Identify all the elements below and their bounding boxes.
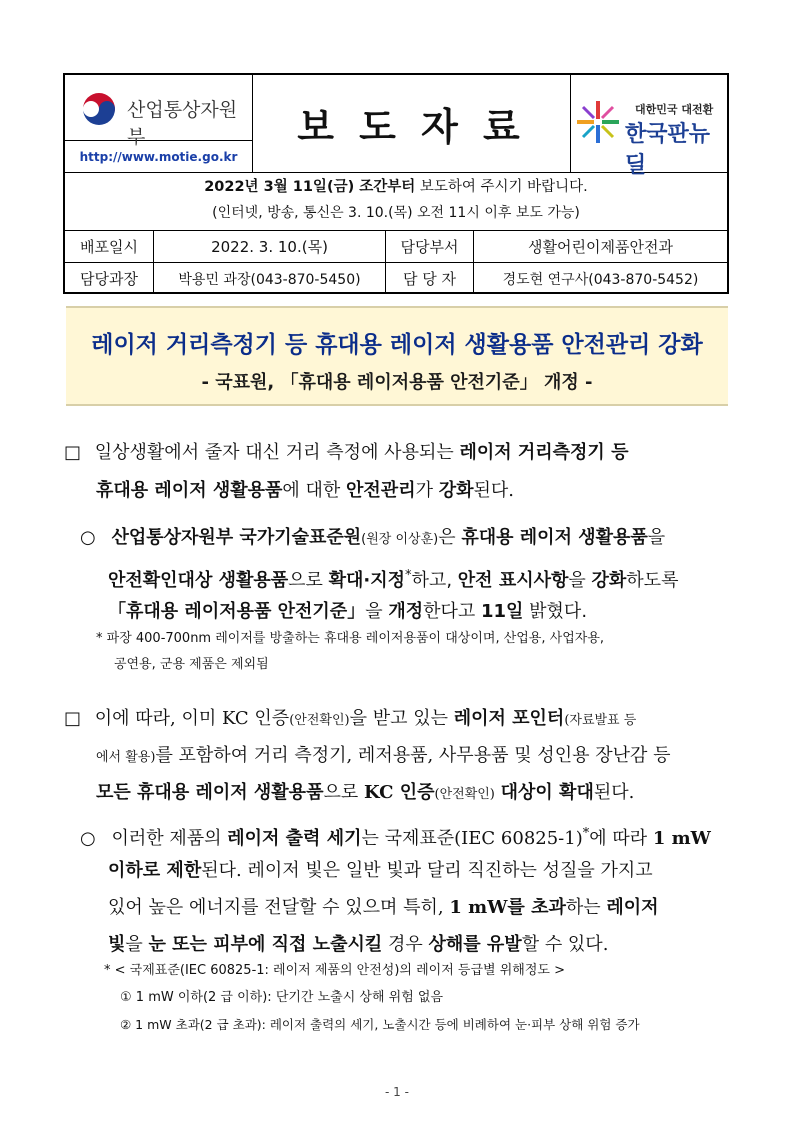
embargo-notice (65, 175, 727, 196)
paragraph-2-line-2: 안전확인대상 생활용품으로 확대·지정*하고, 안전 표시사항을 강화하도록 (108, 568, 679, 591)
embargo-note: (인터넷, 방송, 통신은 3. 10.(목) 오전 11시 이후 보도 가능) (212, 205, 580, 221)
square-bullet: □ (64, 708, 82, 729)
paragraph-2-line-3: 「휴대용 레이저용품 안전기준」을 개정한다고 11일 밝혔다. (108, 601, 588, 622)
value-director: 박용민 과장(043-870-5450) (178, 271, 361, 288)
paragraph-1-line-2: 휴대용 레이저 생활용품에 대한 안전관리가 강화된다. (96, 480, 514, 501)
footnote-2-line-1: * < 국제표준(IEC 60825-1: 레이저 제품의 안전성)의 레이저 등급별 위해정도 > (104, 963, 565, 978)
circle-bullet: ○ (80, 828, 96, 849)
paragraph-3-line-3: 모든 휴대용 레이저 생활용품으로 KC 인증(안전확인) 대상이 확대된다. (96, 782, 635, 803)
value-department: 생활어린이제품안전과 (528, 238, 673, 256)
embargo-date: 2022년 3월 11일(금) 조간부터 (204, 179, 416, 195)
value-contact: 경도현 연구사(043-870-5452) (502, 271, 699, 288)
press-header-table (63, 73, 729, 294)
footnote-1-line-1: * 파장 400-700nm 레이저를 방출하는 휴대용 레이저용품이 대상이며, 산업용, 사업자용, (96, 631, 605, 646)
circle-bullet: ○ (80, 527, 96, 548)
paragraph-2: ○ 산업통상자원부 국가기술표준원(원장 이상훈)은 휴대용 레이저 생활용품을 (80, 527, 666, 548)
value-distribution: 2022. 3. 10.(목) (211, 238, 328, 256)
paragraph-1: □ 일상생활에서 줄자 대신 거리 측정에 사용되는 레이저 거리측정기 등 (64, 442, 629, 463)
footnote-2-line-3: ② 1 mW 초과(2 급 초과): 레이저 출력의 세기, 노출시간 등에 비례하여 눈·피부 상해 위험 증가 (120, 1017, 640, 1032)
paragraph-3-line-2: 에서 활용)를 포함하여 거리 측정기, 레저용품, 사무용품 및 성인용 장난감 등 (96, 745, 671, 766)
paragraph-4-line-4: 빛을 눈 또는 피부에 직접 노출시킬 경우 상해를 유발할 수 있다. (108, 934, 609, 955)
paragraph-4: ○ 이러한 제품의 레이저 출력 세기는 국제표준(IEC 60825-1)*에 따라 1 mW (80, 826, 711, 849)
paragraph-4-line-2: 이하로 제한된다. 레이저 빛은 일반 빛과 달리 직진하는 성질을 가지고 (108, 860, 653, 881)
label-distribution: 배포일시 (80, 238, 138, 256)
label-director: 담당과장 (80, 270, 138, 288)
label-contact: 담 당 자 (402, 270, 456, 288)
korean-new-deal-logo (573, 85, 725, 178)
page-number: - 1 - (385, 1085, 409, 1099)
footnote-2-line-2: ① 1 mW 이하(2 급 이하): 단기간 노출시 상해 위험 없음 (120, 990, 444, 1005)
campaign-small: 대한민국 대전환 (635, 103, 714, 116)
ministry-logo (77, 87, 249, 148)
subheadline: - 국표원, 「휴대용 레이저용품 안전기준」 개정 - (201, 372, 593, 393)
ministry-name: 산업통상자원부 (127, 99, 238, 148)
campaign-name: 한국판뉴딜 (625, 122, 711, 178)
label-department: 담당부서 (400, 238, 459, 256)
taegeuk-emblem-icon (79, 89, 119, 129)
doc-type-title: 보 도 자 료 (297, 105, 526, 149)
ministry-url[interactable]: http://www.motie.go.kr (79, 149, 238, 164)
headline: 레이저 거리측정기 등 휴대용 레이저 생활용품 안전관리 강화 (91, 332, 703, 358)
embargo-rest: 보도하여 주시기 바랍니다. (415, 179, 588, 195)
paragraph-4-line-3: 있어 높은 에너지를 전달할 수 있으며 특히, 1 mW를 초과하는 레이저 (108, 897, 659, 918)
title-banner (66, 306, 728, 406)
footnote-1-line-2: 공연용, 군용 제품은 제외됨 (114, 657, 269, 672)
paragraph-3: □ 이에 따라, 이미 KC 인증(안전확인)을 받고 있는 레이저 포인터(자료발표 등 (64, 708, 637, 729)
square-bullet: □ (64, 442, 82, 463)
new-deal-star-icon (575, 99, 621, 145)
